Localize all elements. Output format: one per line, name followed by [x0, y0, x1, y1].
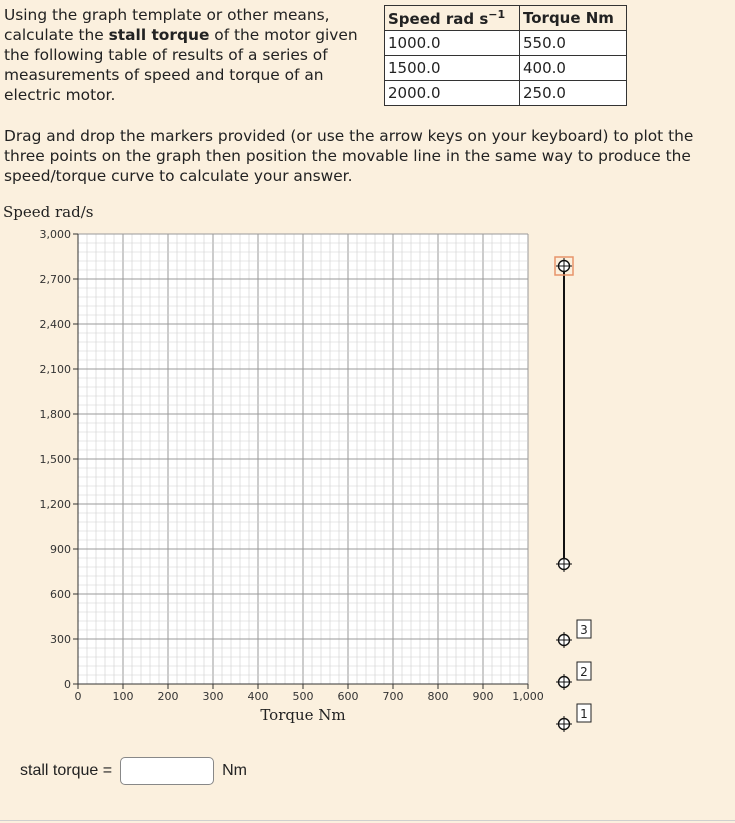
- y-tick-label: 0: [64, 678, 71, 691]
- unit-label: Nm: [222, 762, 247, 779]
- y-tick-label: 1,500: [39, 453, 71, 466]
- x-tick-label: 1,000: [512, 690, 544, 703]
- instructions-text: Drag and drop the markers provided (or use the arrow keys on your keyboard) to plot the three points on the graph then position the movable line in the same way to produce the speed/torque curve to calculate your answer.: [4, 127, 694, 185]
- table-row: [385, 81, 627, 106]
- table-row: [385, 31, 627, 56]
- bottom-divider: [0, 820, 735, 821]
- x-tick-label: 700: [382, 690, 404, 703]
- x-tick-label: 300: [202, 690, 224, 703]
- cell-speed: 1500.0: [385, 56, 520, 81]
- cell-torque: 400.0: [520, 56, 627, 81]
- table-row: [385, 56, 627, 81]
- header-speed: Speed rad $s^{-1}$: [385, 6, 520, 31]
- marker-label: 3: [580, 623, 588, 637]
- cell-speed: 2000.0: [385, 81, 520, 106]
- y-axis-label: Speed rad/s: [3, 203, 94, 221]
- x-tick-label: 900: [472, 690, 494, 703]
- header-torque: Torque Nm: [520, 6, 627, 31]
- cell-torque: 250.0: [520, 81, 627, 106]
- table-header-row: [385, 6, 627, 31]
- x-tick-label: 800: [427, 690, 449, 703]
- line-handle-top[interactable]: [556, 258, 572, 274]
- measurements-table: [384, 5, 627, 106]
- y-tick-label: 2,700: [39, 273, 71, 286]
- x-tick-label: 0: [74, 690, 82, 703]
- x-tick-label: 200: [157, 690, 179, 703]
- cell-torque: 550.0: [520, 31, 627, 56]
- draggable-markers[interactable]: [555, 257, 591, 732]
- y-tick-label: 2,400: [39, 318, 71, 331]
- y-tick-label: 900: [50, 543, 71, 556]
- question-bold-term: stall torque: [108, 26, 210, 44]
- point-marker-2[interactable]: [556, 674, 572, 690]
- x-tick-label: 600: [337, 690, 359, 703]
- point-marker-1[interactable]: [556, 716, 572, 732]
- graph-grid: [78, 234, 528, 684]
- answer-row: [20, 757, 247, 785]
- speed-torque-graph[interactable]: [0, 196, 735, 736]
- y-tick-label: 1,800: [39, 408, 71, 421]
- question-part-2: of the motor given the following table of results of a series of measurements of speed and torque of an electric motor.: [4, 26, 358, 104]
- line-handle-bottom[interactable]: [556, 556, 572, 572]
- marker-label: 2: [580, 665, 588, 679]
- y-tick-label: 2,100: [39, 363, 71, 376]
- x-tick-label: 100: [112, 690, 134, 703]
- y-tick-label: 300: [50, 633, 71, 646]
- x-tick-label: 500: [292, 690, 314, 703]
- cell-speed: 1000.0: [385, 31, 520, 56]
- y-tick-label: 1,200: [39, 498, 71, 511]
- question-part-1: Using the graph template or other means, calculate the: [4, 6, 330, 44]
- point-marker-3[interactable]: [556, 632, 572, 648]
- x-axis-label: Torque Nm: [260, 706, 346, 724]
- y-tick-label: 3,000: [39, 228, 71, 241]
- x-tick-label: 400: [247, 690, 269, 703]
- y-tick-label: 600: [50, 588, 71, 601]
- marker-label: 1: [580, 707, 588, 721]
- question-text: [4, 5, 376, 105]
- stall-torque-label: stall torque =: [20, 762, 113, 779]
- stall-torque-input[interactable]: [120, 757, 214, 785]
